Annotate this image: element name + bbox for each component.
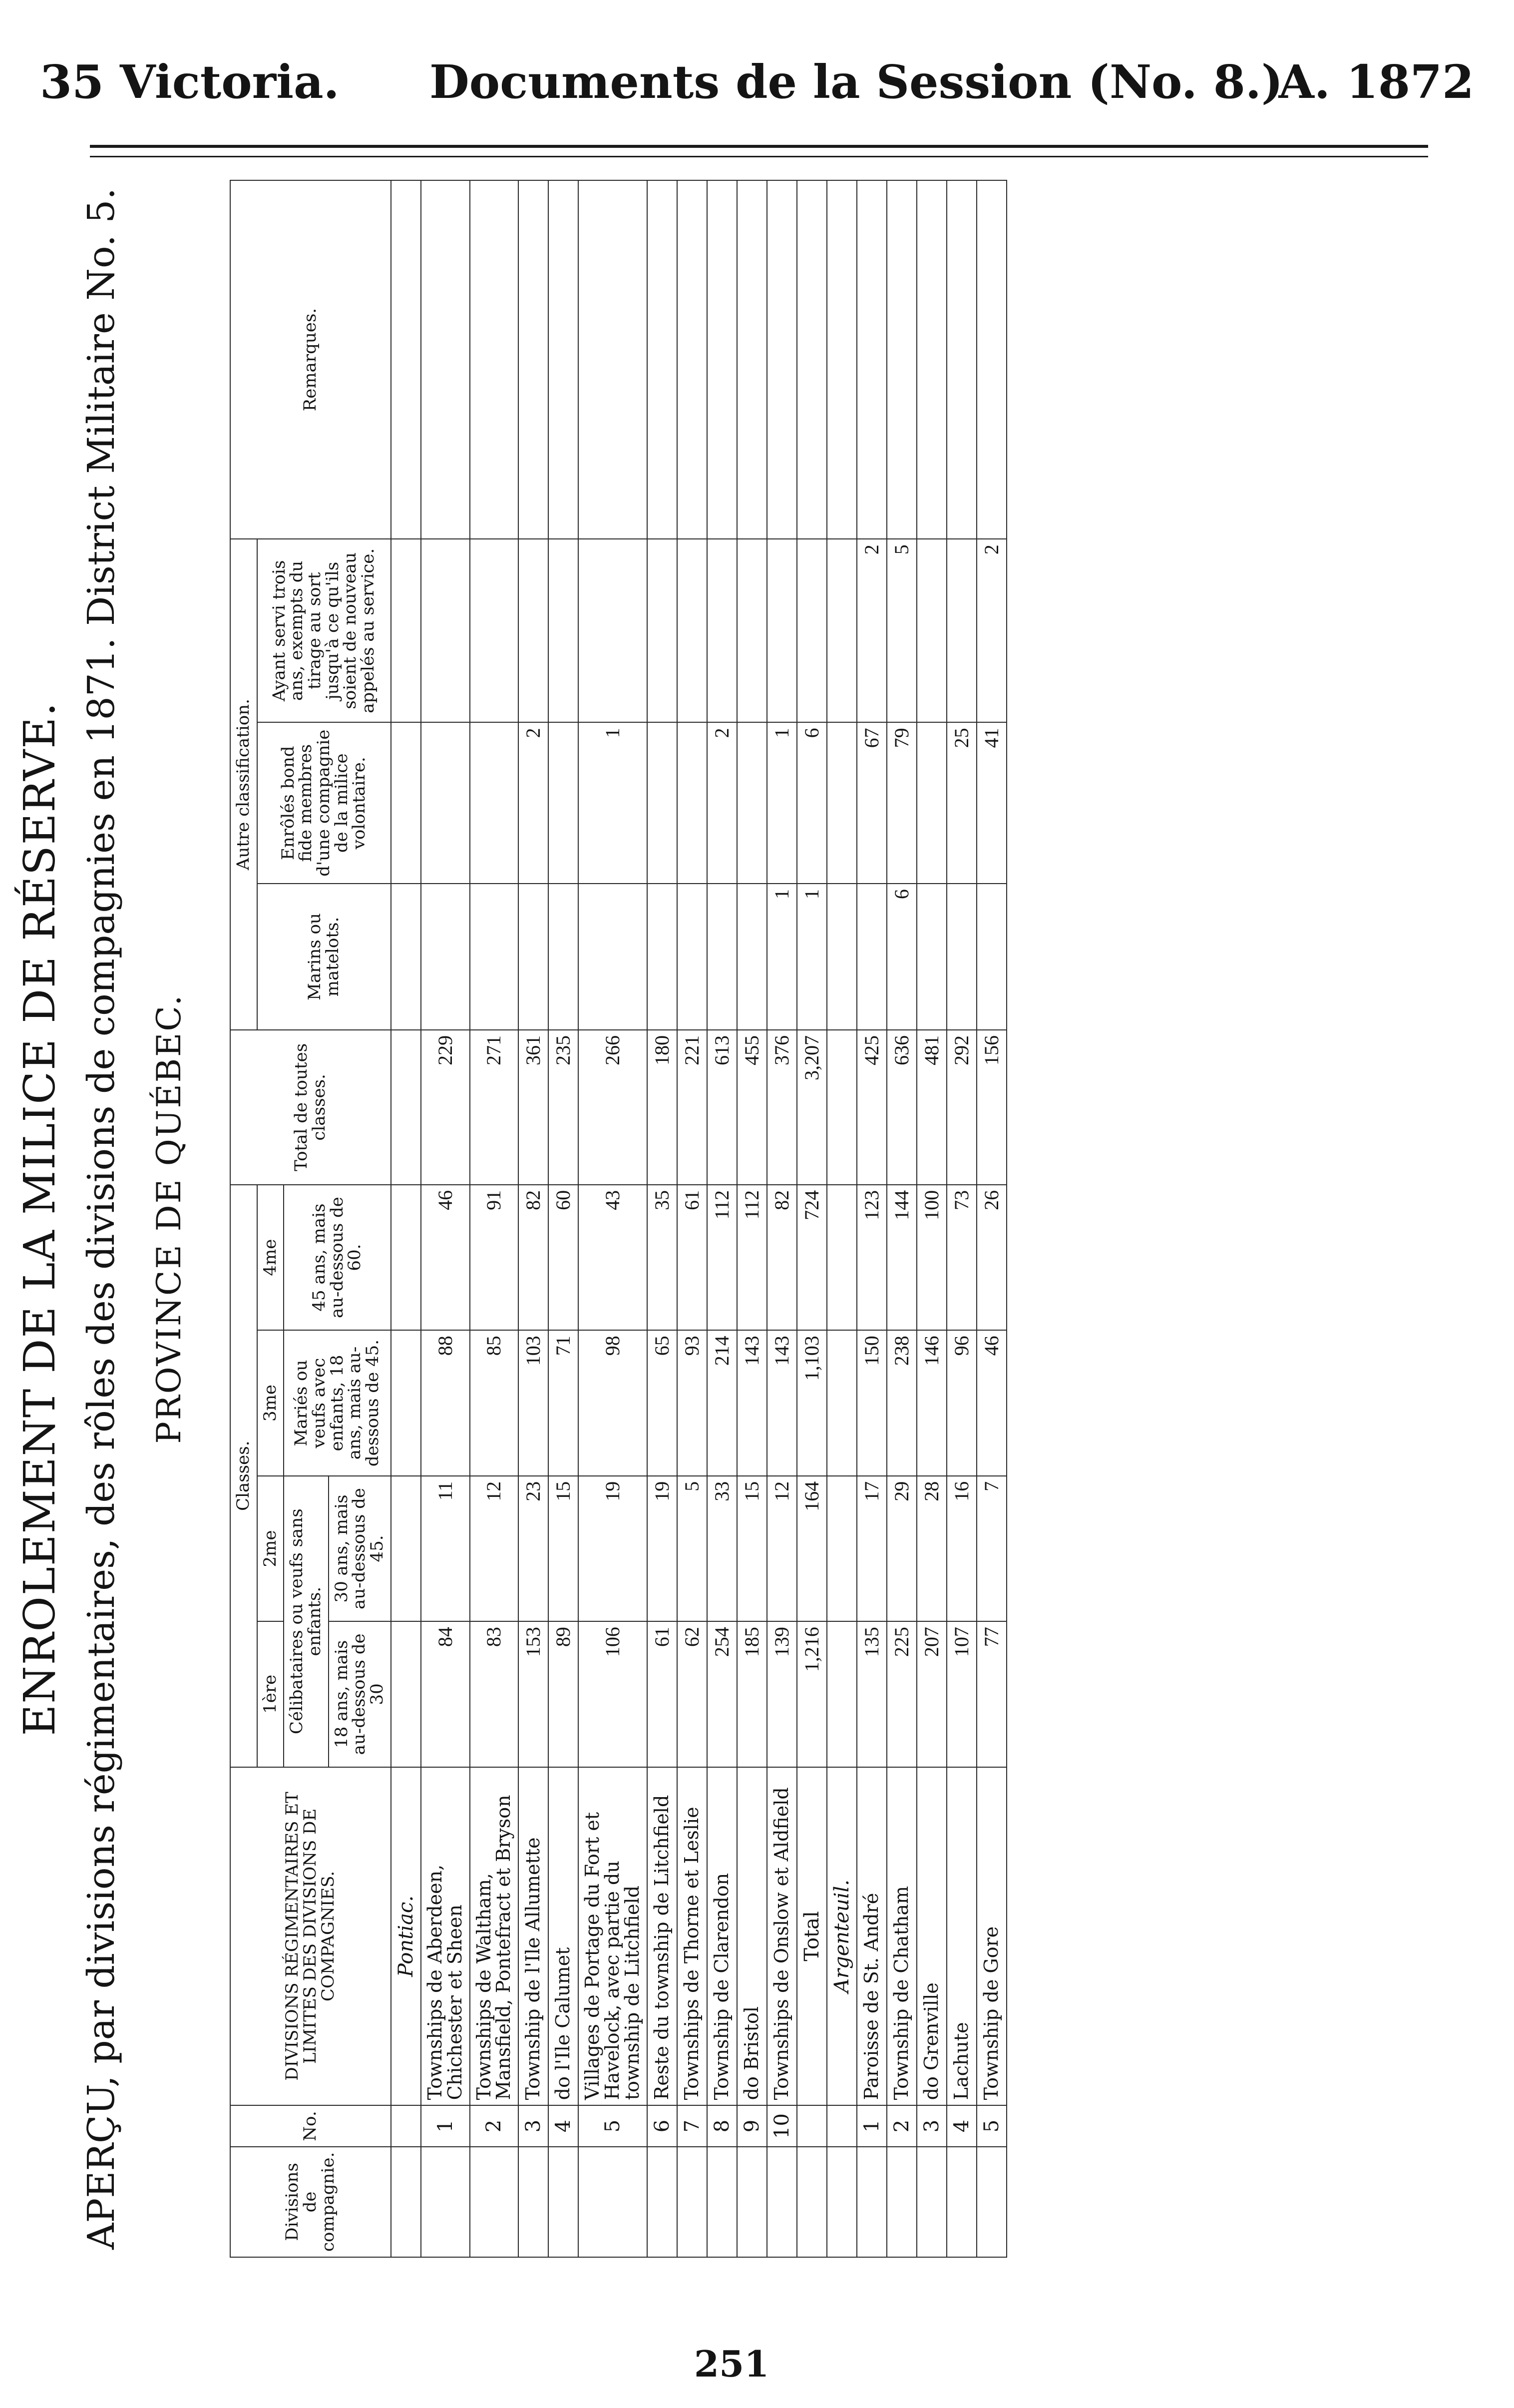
row-c4: 82 [518, 1185, 548, 1330]
row-total: 361 [518, 1030, 548, 1185]
row-remarques [578, 180, 647, 539]
table-row [677, 180, 707, 2257]
row-c3: 103 [518, 1330, 548, 1476]
row-c4: 46 [421, 1185, 470, 1330]
row-ayant [737, 539, 767, 722]
row-no: 3 [917, 2105, 947, 2146]
row-no: 2 [887, 2105, 917, 2146]
total-c1: 1,216 [797, 1621, 827, 1767]
row-remarques [977, 180, 1007, 539]
row-blank [470, 2147, 519, 2257]
row-remarques [470, 180, 519, 539]
row-marins: 6 [887, 884, 917, 1030]
row-total: 229 [421, 1030, 470, 1185]
row-enroles: 1 [578, 722, 647, 884]
row-c1: 254 [707, 1621, 737, 1767]
row-enroles [737, 722, 767, 884]
row-total: 156 [977, 1030, 1007, 1185]
row-c1: 207 [917, 1621, 947, 1767]
row-marins [421, 884, 470, 1030]
row-marins: 1 [767, 884, 797, 1030]
row-enroles [917, 722, 947, 884]
section-blank [827, 1185, 857, 1330]
row-c1: 89 [548, 1621, 578, 1767]
row-remarques [767, 180, 797, 539]
row-marins [470, 884, 519, 1030]
row-blank [947, 2147, 977, 2257]
row-blank [578, 2147, 647, 2257]
row-blank [677, 2147, 707, 2257]
col-no: No. [230, 2105, 391, 2146]
row-ayant [947, 539, 977, 722]
row-marins [707, 884, 737, 1030]
row-ayant: 2 [977, 539, 1007, 722]
row-c4: 100 [917, 1185, 947, 1330]
row-blank [767, 2147, 797, 2257]
row-c1: 61 [647, 1621, 677, 1767]
row-enroles: 67 [857, 722, 887, 884]
row-remarques [917, 180, 947, 539]
row-c1: 84 [421, 1621, 470, 1767]
row-ayant [578, 539, 647, 722]
row-ayant [470, 539, 519, 722]
row-label: Townships de Thorne et Leslie [677, 1767, 707, 2106]
table-row [947, 180, 977, 2257]
row-label: do Grenville [917, 1767, 947, 2106]
row-label: Townships de Aberdeen, Chichester et Sheen [421, 1767, 470, 2106]
col-divisions: DIVISIONS RÉGIMENTAIRES ET LIMITES DES DIVISIONS DE COMPAGNIES. [230, 1767, 391, 2106]
col-class-2: 2me [257, 1476, 284, 1621]
row-blank [917, 2147, 947, 2257]
row-ayant [548, 539, 578, 722]
row-c2: 16 [947, 1476, 977, 1621]
row-total: 180 [647, 1030, 677, 1185]
row-c2: 12 [767, 1476, 797, 1621]
col-class-1: 1ère [257, 1621, 284, 1767]
table-row [548, 180, 578, 2257]
section-blank [391, 2105, 421, 2146]
row-c2: 7 [977, 1476, 1007, 1621]
col-ayant-servi: Ayant servi trois ans, exempts du tirage au sort jusqu'à ce qu'ils soient de nouveau appelés au service. [257, 539, 391, 722]
row-c1: 107 [947, 1621, 977, 1767]
row-blank [421, 2147, 470, 2257]
row-c4: 123 [857, 1185, 887, 1330]
row-c3: 71 [548, 1330, 578, 1476]
table-row [857, 180, 887, 2257]
row-marins [548, 884, 578, 1030]
row-remarques [421, 180, 470, 539]
row-c3: 85 [470, 1330, 519, 1476]
row-blank [977, 2147, 1007, 2257]
table-row [707, 180, 737, 2257]
row-marins [977, 884, 1007, 1030]
section-blank [391, 722, 421, 884]
row-blank [548, 2147, 578, 2257]
document-subtitle: APERÇU, par divisions régimentaires, des rôles des divisions de compagnies en 1871. District Militaire No. 5. [80, 188, 123, 2250]
row-remarques [518, 180, 548, 539]
row-label: Paroisse de St. André [857, 1767, 887, 2106]
section-blank [391, 539, 421, 722]
row-no: 8 [707, 2105, 737, 2146]
col-marins: Marins ou matelots. [257, 884, 391, 1030]
row-marins [677, 884, 707, 1030]
row-c3: 46 [977, 1330, 1007, 1476]
section-blank [391, 180, 421, 539]
col-class-4-desc: 45 ans, mais au-dessous de 60. [284, 1185, 390, 1330]
table-row [917, 180, 947, 2257]
enrolment-table [230, 180, 1007, 2258]
table-row [578, 180, 647, 2257]
row-label: Township de Clarendon [707, 1767, 737, 2106]
row-remarques [857, 180, 887, 539]
row-c1: 225 [887, 1621, 917, 1767]
row-no: 4 [947, 2105, 977, 2146]
row-c1: 83 [470, 1621, 519, 1767]
total-c2: 164 [797, 1476, 827, 1621]
col-division-compagnie: Divisions de compagnie. [230, 2147, 391, 2257]
row-c1: 185 [737, 1621, 767, 1767]
row-total: 271 [470, 1030, 519, 1185]
section-blank [827, 2147, 857, 2257]
col-remarques: Remarques. [230, 180, 391, 539]
row-c3: 93 [677, 1330, 707, 1476]
total-c4: 724 [797, 1185, 827, 1330]
row-c4: 26 [977, 1185, 1007, 1330]
row-c4: 144 [887, 1185, 917, 1330]
row-enroles [470, 722, 519, 884]
row-no: 9 [737, 2105, 767, 2146]
section-blank [827, 1476, 857, 1621]
row-no: 6 [647, 2105, 677, 2146]
row-total: 292 [947, 1030, 977, 1185]
row-enroles [647, 722, 677, 884]
rotated-page-body [0, 160, 1318, 2278]
section-blank [391, 1185, 421, 1330]
row-blank [887, 2147, 917, 2257]
row-c2: 19 [578, 1476, 647, 1621]
row-ayant [767, 539, 797, 722]
total-enroles: 6 [797, 722, 827, 884]
table-row [767, 180, 797, 2257]
row-c2: 5 [677, 1476, 707, 1621]
header-right: A. 1872 [1278, 55, 1474, 109]
row-no: 10 [767, 2105, 797, 2146]
row-label: Townships de Onslow et Aldfield [767, 1767, 797, 2106]
table-row [737, 180, 767, 2257]
table-row [518, 180, 548, 2257]
row-total: 235 [548, 1030, 578, 1185]
row-remarques [887, 180, 917, 539]
row-blank [647, 2147, 677, 2257]
row-remarques [647, 180, 677, 539]
row-no: 7 [677, 2105, 707, 2146]
row-total: 613 [707, 1030, 737, 1185]
row-c2: 29 [887, 1476, 917, 1621]
col-class-1-desc: 18 ans, mais au-dessous de 30 [329, 1621, 391, 1767]
row-c4: 91 [470, 1185, 519, 1330]
row-enroles: 1 [767, 722, 797, 884]
row-c1: 135 [857, 1621, 887, 1767]
row-blank [797, 2105, 827, 2146]
row-marins [857, 884, 887, 1030]
row-marins [647, 884, 677, 1030]
row-ayant [421, 539, 470, 722]
row-blank [518, 2147, 548, 2257]
row-remarques [947, 180, 977, 539]
row-enroles: 25 [947, 722, 977, 884]
row-c3: 65 [647, 1330, 677, 1476]
page-number: 251 [694, 2343, 769, 2385]
col-class-3: 3me [257, 1330, 284, 1476]
row-ayant [677, 539, 707, 722]
document-title: ENROLEMENT DE LA MILICE DE RÉSERVE. [15, 701, 65, 1736]
row-c2: 12 [470, 1476, 519, 1621]
col-enroles: Enrôlés bond fide membres d'une compagnie de la milice volontaire. [257, 722, 391, 884]
row-ayant [917, 539, 947, 722]
row-enroles [421, 722, 470, 884]
row-marins [578, 884, 647, 1030]
col-class-4: 4me [257, 1185, 284, 1330]
row-enroles: 41 [977, 722, 1007, 884]
total-total: 3,207 [797, 1030, 827, 1185]
table-row [421, 180, 470, 2257]
total-marins: 1 [797, 884, 827, 1030]
row-enroles: 79 [887, 722, 917, 884]
row-enroles [548, 722, 578, 884]
row-c3: 96 [947, 1330, 977, 1476]
row-blank [797, 2147, 827, 2257]
section-blank [391, 884, 421, 1030]
row-label: do l'Ile Calumet [548, 1767, 578, 2106]
row-c3: 214 [707, 1330, 737, 1476]
col-classes: Classes. [230, 1185, 257, 1767]
row-no: 5 [977, 2105, 1007, 2146]
row-ayant: 5 [887, 539, 917, 722]
row-blank [707, 2147, 737, 2257]
row-enroles [677, 722, 707, 884]
row-c4: 61 [677, 1185, 707, 1330]
row-no: 1 [857, 2105, 887, 2146]
row-total: 425 [857, 1030, 887, 1185]
section-blank [827, 722, 857, 884]
section-blank [827, 884, 857, 1030]
row-c2: 15 [548, 1476, 578, 1621]
row-ayant [518, 539, 548, 722]
table-row [977, 180, 1007, 2257]
row-marins [917, 884, 947, 1030]
row-c3: 88 [421, 1330, 470, 1476]
row-label: Lachute [947, 1767, 977, 2106]
row-total: 455 [737, 1030, 767, 1185]
row-c4: 112 [707, 1185, 737, 1330]
row-c4: 35 [647, 1185, 677, 1330]
section-blank [827, 539, 857, 722]
total-ayant [797, 539, 827, 722]
row-total: 376 [767, 1030, 797, 1185]
row-c3: 98 [578, 1330, 647, 1476]
row-enroles: 2 [518, 722, 548, 884]
row-no: 5 [578, 2105, 647, 2146]
row-c4: 112 [737, 1185, 767, 1330]
section-blank [827, 1330, 857, 1476]
row-no: 2 [470, 2105, 519, 2146]
section-blank [827, 1621, 857, 1767]
section-blank [391, 1476, 421, 1621]
col-autre: Autre classification. [230, 539, 257, 1030]
row-label: Township de Chatham [887, 1767, 917, 2106]
header-center: Documents de la Session (No. 8.) [429, 55, 1283, 109]
section-blank [827, 1030, 857, 1185]
row-remarques [797, 180, 827, 539]
total-c3: 1,103 [797, 1330, 827, 1476]
col-celibataires: Célibataires ou veufs sans enfants. [284, 1476, 328, 1767]
row-remarques [677, 180, 707, 539]
row-c1: 153 [518, 1621, 548, 1767]
col-class-2-desc: 30 ans, mais au-dessous de 45. [329, 1476, 391, 1621]
row-blank [857, 2147, 887, 2257]
row-marins [518, 884, 548, 1030]
row-c1: 77 [977, 1621, 1007, 1767]
row-marins [737, 884, 767, 1030]
row-remarques [707, 180, 737, 539]
row-c4: 43 [578, 1185, 647, 1330]
row-enroles: 2 [707, 722, 737, 884]
total-label: Total [797, 1767, 827, 2106]
row-c2: 33 [707, 1476, 737, 1621]
row-c3: 143 [767, 1330, 797, 1476]
row-c2: 17 [857, 1476, 887, 1621]
section-blank [827, 2105, 857, 2146]
col-total: Total de toutes classes. [230, 1030, 391, 1185]
row-c4: 60 [548, 1185, 578, 1330]
row-label: do Bristol [737, 1767, 767, 2106]
section-header-row [391, 180, 421, 2257]
row-c3: 150 [857, 1330, 887, 1476]
row-label: Township de l'Ile Allumette [518, 1767, 548, 2106]
row-c1: 139 [767, 1621, 797, 1767]
table-row [647, 180, 677, 2257]
row-no: 4 [548, 2105, 578, 2146]
row-label: Townships de Waltham, Mansfield, Pontefract et Bryson [470, 1767, 519, 2106]
header-left: 35 Victoria. [40, 55, 340, 109]
row-c4: 73 [947, 1185, 977, 1330]
row-ayant: 2 [857, 539, 887, 722]
row-no: 1 [421, 2105, 470, 2146]
col-class-3-desc: Mariés ou veufs avec enfants, 18 ans, mais au-dessous de 45. [284, 1330, 390, 1476]
section-header-row [827, 180, 857, 2257]
row-remarques [737, 180, 767, 539]
section-blank [391, 2147, 421, 2257]
row-c2: 23 [518, 1476, 548, 1621]
row-total: 481 [917, 1030, 947, 1185]
row-label: Township de Gore [977, 1767, 1007, 2106]
row-marins [947, 884, 977, 1030]
province-heading: PROVINCE DE QUÉBEC. [150, 993, 188, 1444]
row-c2: 19 [647, 1476, 677, 1621]
row-label: Reste du township de Litchfield [647, 1767, 677, 2106]
table-row [470, 180, 519, 2257]
row-total: 266 [578, 1030, 647, 1185]
row-ayant [647, 539, 677, 722]
row-c2: 15 [737, 1476, 767, 1621]
section-blank [827, 180, 857, 539]
row-c2: 11 [421, 1476, 470, 1621]
row-blank [737, 2147, 767, 2257]
table-body [391, 180, 1007, 2257]
header-rule [90, 145, 1428, 148]
row-c3: 143 [737, 1330, 767, 1476]
row-ayant [707, 539, 737, 722]
section-name: Pontiac. [391, 1767, 421, 2106]
row-total: 221 [677, 1030, 707, 1185]
row-total: 636 [887, 1030, 917, 1185]
row-c3: 146 [917, 1330, 947, 1476]
row-remarques [548, 180, 578, 539]
row-c4: 82 [767, 1185, 797, 1330]
row-c2: 28 [917, 1476, 947, 1621]
table-row [887, 180, 917, 2257]
section-blank [391, 1330, 421, 1476]
row-no: 3 [518, 2105, 548, 2146]
row-c3: 238 [887, 1330, 917, 1476]
row-c1: 106 [578, 1621, 647, 1767]
section-blank [391, 1030, 421, 1185]
header-rule-thin [90, 156, 1428, 157]
total-row [797, 180, 827, 2257]
section-name: Argenteuil. [827, 1767, 857, 2106]
section-blank [391, 1621, 421, 1767]
row-c1: 62 [677, 1621, 707, 1767]
row-label: Villages de Portage du Fort et Havelock, avec partie du township de Litchfield [578, 1767, 647, 2106]
